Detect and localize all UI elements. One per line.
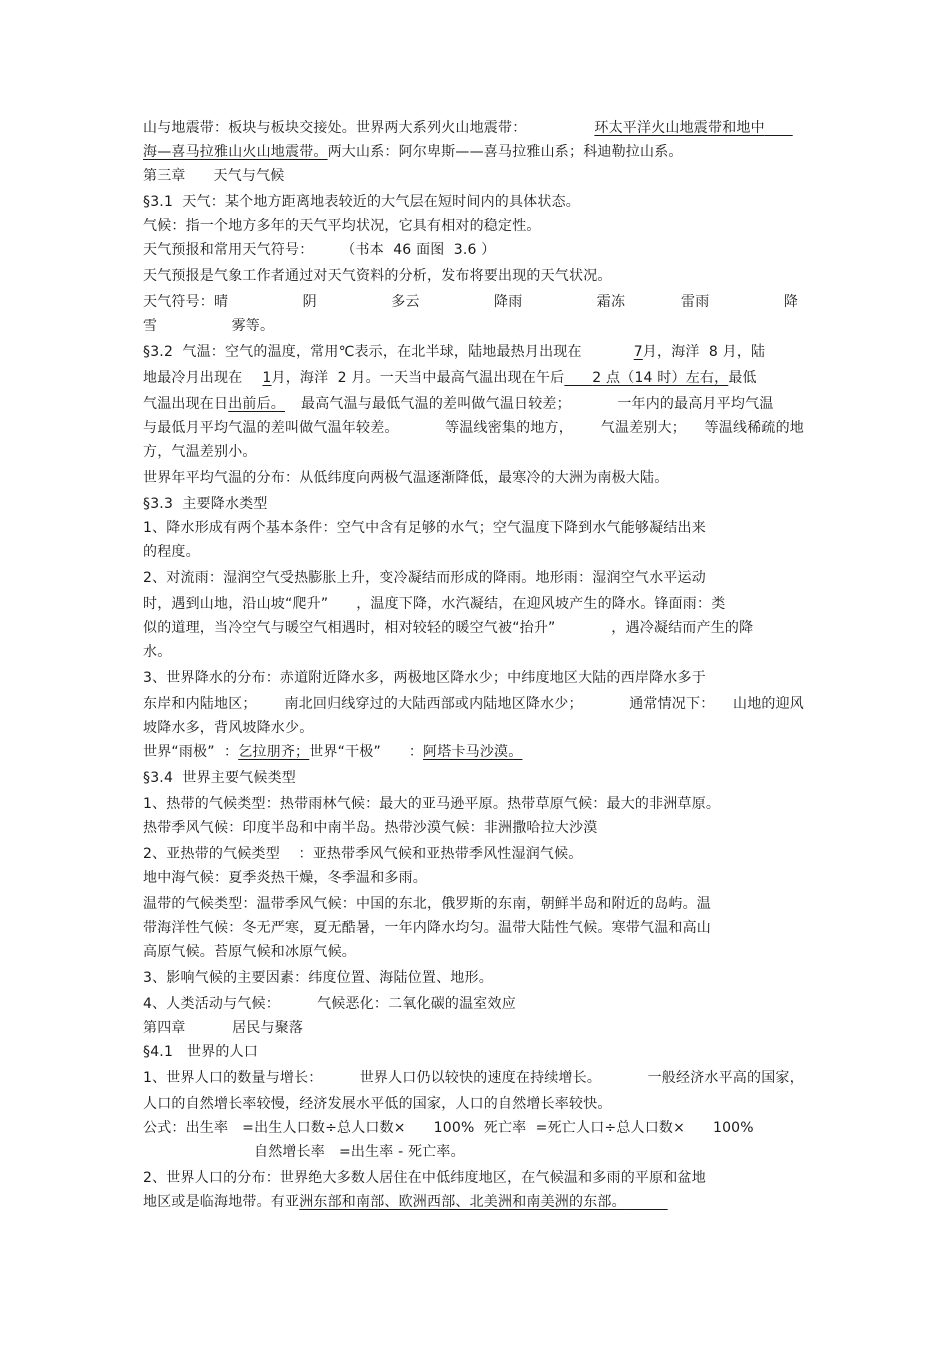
text-line: 人口的自然增长率较慢，经济发展水平低的国家，人口的自然增长率较快。 — [143, 1096, 612, 1112]
underlined-answer: 阿塔卡马沙漠。 — [423, 744, 523, 760]
text-line: 带海洋性气候：冬无严寒，夏无酷暑，一年内降水均匀。温带大陆性气候。寒带气温和高山 — [143, 920, 711, 936]
text-line: 气候：指一个地方多年的天气平均状况，它具有相对的稳定性。 — [143, 218, 541, 234]
text-line: 2、世界人口的分布：世界绝大多数人居住在中低纬度地区，在气候温和多雨的平原和盆地 — [143, 1170, 706, 1186]
text-line: 天气预报和常用天气符号： （书本 46 面图 3.6 ） — [143, 242, 496, 258]
text-line: 海—喜马拉雅山火山地震带。两大山系：阿尔卑斯——喜马拉雅山系；科迪勒拉山系。 — [143, 144, 683, 160]
chapter-heading: 第三章 天气与气候 — [143, 168, 285, 184]
text-line: 方，气温差别小。 — [143, 444, 257, 460]
text-line: 似的道理，当冷空气与暖空气相遇时，相对较轻的暖空气被“抬升” ，遇冷凝结而产生的降 — [143, 620, 754, 636]
text-line: 3、影响气候的主要因素：纬度位置、海陆位置、地形。 — [143, 970, 493, 986]
text-line: 3、世界降水的分布：赤道附近降水多，两极地区降水少；中纬度地区大陆的西岸降水多于 — [143, 670, 706, 686]
text-line: 热带季风气候：印度半岛和中南半岛。热带沙漠气候：非洲撒哈拉大沙漠 — [143, 820, 598, 836]
underlined-answer: 洲东部和南部、欧洲西部、北美洲和南美洲的东部。 — [299, 1194, 626, 1210]
text-line: 的程度。 — [143, 544, 200, 560]
underlined-answer: 海—喜马拉雅山火山地震带。 — [143, 144, 328, 160]
text-line: 地中海气候：夏季炎热干燥，冬季温和多雨。 — [143, 870, 427, 886]
text-line: 雪 雾等。 — [143, 318, 275, 334]
text-line: 1、世界人口的数量与增长： 世界人口仍以较快的速度在持续增长。 一般经济水平高的国家， — [143, 1070, 804, 1086]
text-line: 世界年平均气温的分布：从低纬度向两极气温逐渐降低，最寒冷的大洲为南极大陆。 — [143, 470, 669, 486]
formula-line: 自然增长率 =出生率 - 死亡率。 — [254, 1144, 465, 1160]
text-line: 坡降水多，背风坡降水少。 — [143, 720, 314, 736]
text-line: 时，遇到山地，沿山坡“爬升” ，温度下降，水汽凝结，在迎风坡产生的降水。锋面雨：类 — [143, 596, 726, 612]
text-line: 4、人类活动与气候： 气候恶化：二氧化碳的温室效应 — [143, 996, 516, 1012]
text-line: 东岸和内陆地区； 南北回归线穿过的大陆西部或内陆地区降水少； 通常情况下： 山地的迎风 — [143, 696, 805, 712]
text-line: 2、亚热带的气候类型 ：亚热带季风气候和亚热带季风性湿润气候。 — [143, 846, 583, 862]
text-line: 1、热带的气候类型：热带雨林气候：最大的亚马逊平原。热带草原气候：最大的非洲草原。 — [143, 796, 721, 812]
text-line: 高原气候。苔原气候和冰原气候。 — [143, 944, 356, 960]
underlined-answer: 7 — [633, 344, 643, 360]
section-heading: §3.4 世界主要气候类型 — [143, 770, 296, 786]
text-line: 世界“雨极” ：乞拉朋齐；世界“干极” ：阿塔卡马沙漠。 — [143, 744, 523, 760]
text-line: 山与地震带：板块与板块交接处。世界两大系列火山地震带： 环太平洋火山地震带和地中 — [143, 120, 765, 136]
text-line: 地最冷月出现在 1月，海洋 2 月。一天当中最高气温出现在午后 2 点（14 时）左右，最低 — [143, 370, 757, 386]
text-line: 天气符号：晴 阴 多云 降雨 霜冻 雷雨 降 — [143, 294, 799, 310]
text-line: 1、降水形成有两个基本条件：空气中含有足够的水气；空气温度下降到水气能够凝结出来 — [143, 520, 706, 536]
text-line: 气温出现在日出前后。 最高气温与最低气温的差叫做气温日较差； 一年内的最高月平均气温 — [143, 396, 774, 412]
section-heading: §3.1 天气：某个地方距离地表较近的大气层在短时间内的具体状态。 — [143, 194, 580, 210]
underlined-answer: 1 — [262, 370, 272, 386]
text-line: 水。 — [143, 644, 172, 660]
section-heading: §3.2 气温：空气的温度，常用℃表示，在北半球，陆地最热月出现在 7月，海洋 8 月，陆 — [143, 344, 766, 360]
section-heading: §3.3 主要降水类型 — [143, 496, 268, 512]
text-line: 地区或是临海地带。有亚洲东部和南部、欧洲西部、北美洲和南美洲的东部。 — [143, 1194, 626, 1210]
text-line: 天气预报是气象工作者通过对天气资料的分析，发布将要出现的天气状况。 — [143, 268, 612, 284]
section-heading: §4.1 世界的人口 — [143, 1044, 259, 1060]
text-line: 与最低月平均气温的差叫做气温年较差。 等温线密集的地方， 气温差别大； 等温线稀疏的地 — [143, 420, 805, 436]
text-line: 温带的气候类型：温带季风气候：中国的东北，俄罗斯的东南，朝鲜半岛和附近的岛屿。温 — [143, 896, 711, 912]
underlined-answer: 环太平洋火山地震带和地中 — [594, 120, 765, 136]
underlined-answer: 2 点（14 时）左右， — [592, 370, 729, 386]
chapter-heading: 第四章 居民与聚落 — [143, 1020, 304, 1036]
underlined-answer: 乞拉朋齐； — [238, 744, 310, 760]
underlined-answer: 出前后。 — [228, 396, 286, 412]
formula-line: 公式：出生率 =出生人口数÷总人口数× 100% 死亡率 =死亡人口÷总人口数× 100% — [143, 1120, 754, 1136]
text-line: 2、对流雨：湿润空气受热膨胀上升，变冷凝结而形成的降雨。地形雨：湿润空气水平运动 — [143, 570, 706, 586]
